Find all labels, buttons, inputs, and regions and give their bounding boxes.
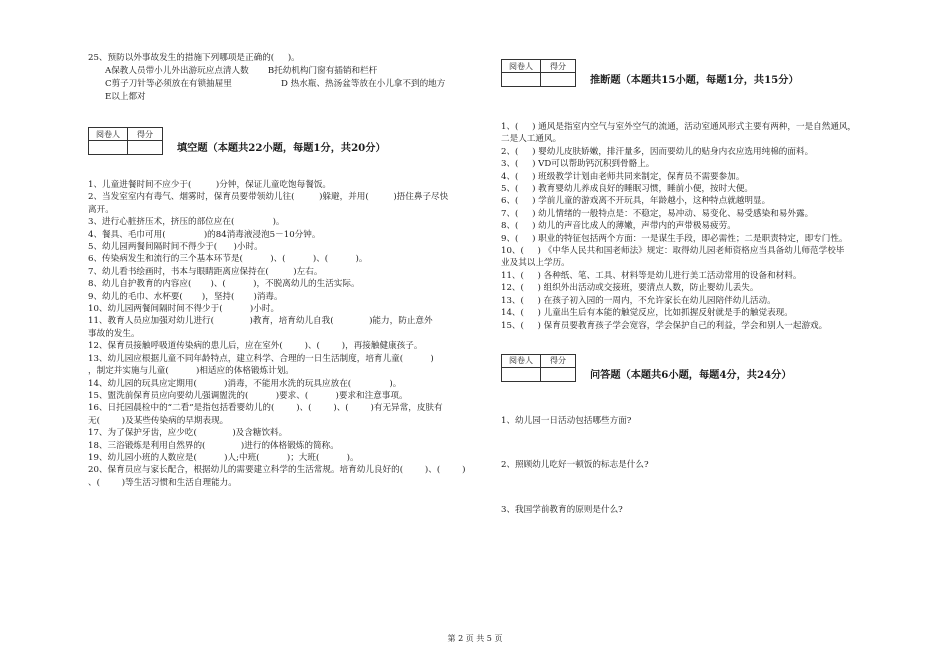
- fill-line: 17、为了保护牙齿，应少吃( )及含糖饮料。: [88, 428, 288, 439]
- score-cell: [541, 367, 576, 381]
- fill-line: 6、传染病发生和流行的三个基本环节是( )、( )、( )。: [88, 254, 368, 265]
- fill-line: 19、幼儿园小班的人数应是( )人;中班( )；大班( )。: [88, 452, 359, 463]
- question-25-stem: 25、预防以外事故发生的措施下列哪项是正确的( )。: [88, 53, 300, 63]
- fill-line: 16、日托园晨检中的“二看”是指包括看婴幼儿的( )、( )、( )有无异常，皮肤有: [88, 403, 443, 414]
- judge-line: 业及其以上学历。: [501, 258, 570, 269]
- fill-line: 15、盥洗前保育员应向要幼儿强调盥洗的( )要求、( )要求和注意事项。: [88, 390, 408, 401]
- judge-line: 9、( ) 职业的特征包括两个方面：一是谋生手段，即必需性；二是职责特定，即专门性。: [501, 233, 848, 244]
- judge-line: 10、( ) 《中华人民共和国老师法》规定：取得幼儿园老师资格应当具备幼儿师范学校毕: [501, 246, 845, 257]
- judge-line: 13、( ) 在孩子初入园的一周内，不允许家长在幼儿园陪伴幼儿活动。: [501, 295, 776, 306]
- judge-line: 5、( ) 教育婴幼儿养成良好的睡眠习惯，睡前小便，按时大便。: [501, 184, 754, 195]
- judge-line: 2、( ) 婴幼儿皮肤娇嫩，排汗量多，因而要幼儿的贴身内衣应选用纯棉的面料。: [501, 146, 814, 157]
- fill-section-title: 填空题（本题共22小题，每题1分，共20分）: [177, 142, 386, 154]
- judge-line: 11、( ) 各种纸、笔、工具、材料等是幼儿进行美工活动常用的设备和材料。: [501, 270, 802, 281]
- qa-section-header: [501, 354, 901, 382]
- fill-line: 18、三浴锻炼是利用自然界的( )进行的体格锻炼的简称。: [88, 440, 339, 451]
- judge-line: 8、( ) 幼儿的声音比成人的薄嫩，声带内的声带极易疲劳。: [501, 221, 736, 232]
- fill-line: 11、教育人员应加强对幼儿进行( )教育，培育幼儿自我( )能力，防止意外: [88, 316, 433, 327]
- judge-line: 14、( ) 儿童出生后有本能的触觉反应，比如抓握反射就是手的触觉表现。: [501, 308, 793, 319]
- fill-line: 无( )及某些传染病的早期表现。: [88, 415, 229, 426]
- fill-line: 4、餐具、毛巾可用( )的84消毒液浸泡5－10分钟。: [88, 229, 321, 240]
- judge-questions: [501, 121, 901, 332]
- reviewer-cell: [502, 73, 541, 87]
- fill-line: ，制定并实施与儿童( )相适应的体格锻炼计划。: [88, 366, 294, 377]
- judge-line: 1、( ) 通风是指室内空气与室外空气的流通，活动室通风形式主要有两种，一是自然通风，: [501, 122, 857, 132]
- judge-score-box: [501, 59, 576, 87]
- fill-line: 8、幼儿自护教育的内容应( )、( )，不脱离幼儿的生活实际。: [88, 279, 360, 290]
- fill-line: 离开。: [88, 204, 114, 215]
- qa-item: 2、照顾幼儿吃好一顿饭的标志是什么?: [501, 460, 649, 471]
- fill-line: 12、保育员接触呼吸道传染病的患儿后，应在室外( )、( )，再接触健康孩子。: [88, 341, 423, 352]
- judge-line: 15、( ) 保育员要教育孩子学会宽容，学会保护自己的利益，学会和别人一起游戏。: [501, 320, 828, 331]
- right-column: [501, 52, 901, 516]
- score-cell: [541, 73, 576, 87]
- judge-line: 7、( ) 幼儿情绪的一般特点是：不稳定，易冲动、易变化、易受感染和易外露。: [501, 208, 814, 219]
- fill-line: 1、儿童进餐时间不应少于( )分钟，保证儿童吃饱每餐饭。: [88, 180, 332, 190]
- judge-section-title: 推断题（本题共15小题，每题1分，共15分）: [590, 74, 799, 86]
- score-cell: [128, 141, 163, 155]
- fill-line: 14、幼儿园的玩具应定期用( )消毒，不能用水洗的玩具应放在( )。: [88, 378, 402, 389]
- fill-line: 9、幼儿的毛巾、水杯要( )，坚持( )消毒。: [88, 291, 283, 302]
- reviewer-label: 阅卷人: [89, 128, 128, 141]
- question-25-option-ab: A保教人员带小儿外出游玩应点清人数 B托幼机构门窗有插销和栏杆: [105, 66, 378, 76]
- judge-line: 6、( ) 学前儿童的游戏离不开玩具，年龄越小，这种特点就越明显。: [501, 196, 771, 207]
- judge-line: 二是人工通风。: [501, 134, 562, 145]
- question-25-option-cd: C剪子刀针等必须放在有锁抽屉里 D 热水瓶、热汤盆等放在小儿拿不到的地方: [105, 79, 446, 89]
- score-label: 得分: [128, 128, 163, 141]
- judge-line: 12、( ) 组织外出活动或交接班，要清点人数，防止婴幼儿丢失。: [501, 283, 759, 294]
- question-25-option-e: E以上都对: [105, 92, 146, 102]
- score-label: 得分: [541, 60, 576, 73]
- fill-line: 事故的发生。: [88, 328, 140, 339]
- reviewer-cell: [502, 367, 541, 381]
- fill-line: 5、幼儿园两餐间隔时间不得少于( )小时。: [88, 242, 263, 253]
- fill-line: 10、幼儿园两餐间隔时间不得少于( )小时。: [88, 304, 280, 315]
- fill-line: 7、幼儿看书绘画时，书本与眼睛距离应保持在( )左右。: [88, 266, 323, 277]
- page-footer: 第 2 页 共 5 页: [447, 634, 503, 643]
- fill-section-header: [88, 127, 480, 155]
- qa-item: 3、我国学前教育的原则是什么?: [501, 504, 623, 515]
- left-column: [88, 52, 480, 489]
- qa-questions: [501, 415, 901, 516]
- qa-section-title: 问答题（本题共6小题，每题4分，共24分）: [590, 368, 792, 381]
- judge-section-header: [501, 59, 901, 87]
- fill-questions: [88, 179, 480, 489]
- fill-line: 、( )等生活习惯和生活自理能力。: [88, 477, 237, 488]
- qa-score-box: [501, 354, 576, 382]
- judge-line: 4、( ) 班级教学计划由老师共同来制定，保育员不需要参加。: [501, 171, 745, 182]
- fill-line: 2、当发室室内有毒气、烟雾时，保育员要带领幼儿往( )躲避，并用( )捂住鼻子尽快: [88, 192, 449, 203]
- reviewer-label: 阅卷人: [502, 60, 541, 73]
- qa-item: 1、幼儿园一日活动包括哪些方面?: [501, 415, 632, 426]
- fill-line: 13、幼儿园应根据儿童不同年龄特点，建立科学、合理的一日生活制度，培育儿童( ): [88, 353, 434, 364]
- reviewer-label: 阅卷人: [502, 354, 541, 367]
- question-25: [88, 52, 480, 104]
- fill-score-box: [88, 127, 163, 155]
- judge-line: 3、( ) VD可以帮助钙沉积到骨骼上。: [501, 159, 655, 170]
- score-label: 得分: [541, 354, 576, 367]
- reviewer-cell: [89, 141, 128, 155]
- fill-line: 3、进行心脏挤压术，挤压的部位应在( )。: [88, 217, 285, 228]
- fill-line: 20、保育员应与家长配合，根据幼儿的需要建立科学的生活常规。培育幼儿良好的( )、( ): [88, 465, 466, 476]
